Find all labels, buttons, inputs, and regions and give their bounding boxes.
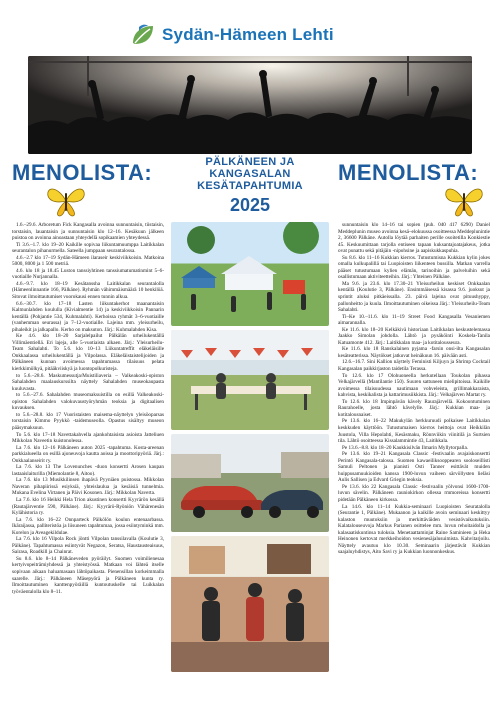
event-item: Pe 13.6. klo 19–21 Kangasala Classic -festivaalin avajaiskonsertti Perintö Kangasala-talossa. Suomen kawaeiliksooppearen sooloseillisti Samuli Peltonen ja pianisti Osti Tanner esittävät muiden huippusamuukioiden kanssa 1900-luvun vaiheen särvöllysten lieläsi Aulis Sallisen ja Edvard Griegin teoksia. [338,451,490,484]
event-item: sunnuntaisin klo 14–16 tai sopien (puh. 040 417 6290) Daniel Meddeplunin museo avoinna kesä–elokuussa osoitteessa Meddeplunintie 2, 36600 Pälkäne. Autolla löytää parhaiten perille osoitetilla Konkiestie 45. Keskuumittaan tarjolla entiseen tapaan kuksantajoatajakeus, jotka ovat punattu sekä pitäjäin -nipohsine ja aapiskukkaspuhia. [338,222,490,255]
events-title [185,156,315,216]
event-item: La 14.6. klo 11–14 Kukkia-seminaari Luopioisten Seuratalolla (Seurantie 1, Pälkäne). Mukaanon ja kaikille avoin seminaari keskittyy kalaston muutoksiin ja merkittäväiden vesistövaikutuksiin. Kalatalouseuvoja Markus Parianen osittelee mm. luvun rehoitaidolla ja kalasaatiskuntinsa tuloksia. Menetaattaminjat Raine Saminieen ja Heka Heinonen kertovat merkkeihoidon vesienesäjalusuimista. Kahvitarjoilu. Näyttely avautuu klo 10.30. Seminaarin järjestävät Kukkian saajaluyhdistys, Aito Savi ry ja Kukkian luonnonkeskus. [338,503,490,556]
events-title-line1: PÄLKÄNEEN JA [205,156,295,168]
event-item: Ke 11.6. klo 18 Ranskalainen pyjama -farsin onsi-ilta Kangasalan kesäteatterissa. Näytökset jatkuvat heinäkuun 16. päivään asti. [338,346,490,359]
event-item: La 7.6. klo 16 Heikki Hela Trion akustinen konsertti Kyyrärön kesällä (Rautajärventie 590, Pälkäne). Järj.: Kyyrärö-Ryöniön Vähärenesän Kylähistoria ry. [12,496,164,517]
hero-concert-photo [28,56,472,154]
event-item: Ke 4.6. klo 18–20 Sarjalelpailut Pälkälän urheilukentällä Villimäentiellä. Eri lajeja, alle 5-vuotiaista alkaen. Järj.: Yleisurheilu-Team Sahalahti. To 5.6. klo 10–13 Liikuntatreffit eläkeläisille Onkkaalassa urheilukentällä ja Vilpolassa. Eläkeläistaistelijoiden ja Pälkäneen kunnan avoimessa tapahtumassa tilaisuus pelata kierkkimölkyä, pitääkviiskyä ja luontopolkuristeja. [12,333,164,373]
vintage-cars-photo [171,434,329,532]
event-item: Su 8.6. klo 11–16 Kukkian kierros. Tutustumisna Kukkian kylin jokes omalla kulkupalillä tai Luopioisten liikenteen bussilla. Matkan varrella pääset tutustumaan kylien elämän, tarinoihin ja palveluihin sekä osallistumaan aktiviteetteihin. Järj.: Yhteinen Pälkäne. [338,254,490,281]
event-item: Pe 13.6. klo 22 Kangasala Classic -festivaalin yölvonsi 1600-1700-luvun sävelin. Pälkäneen rauniokirkon ollessa rmmoreissa konsertti pidetään Pälkäneen kirkossa. [338,483,490,503]
event-item: Pe 13.6.–8.8. klo 18–20 Kaukkisilvän Ilmarin Myllytorpalla. [342,444,469,451]
event-item: 1.6.–29.6. Arboretum Fick Kangasalla avoinna sunnuntaisin, tiistaisin, torstaisin, lauantaisin ja sunnuntaisin klo 12–16. Kesäkuun jälkeen puistoa on avoinna ainoastaan yhteydellä sopikaamien yhteydessä. [12,222,164,242]
event-list-left-column [12,222,164,706]
event-item: La 7.6. klo 13 Musikkilinsen ihapävä Pyyniäen puistossa. Mikkolan Naveran pihapiirissä esiyksiä, yhteislaulua ja kesäisiä tunnelmia. Mukana Evelina Virtanen ja Päivi Kosonen. Järj.: Mikkolan Naverta. [12,477,164,497]
event-item: Su 8.6. klo 8–14 Pälkäneveden pyöräilyt. Suomen voimilienesaa kertyivopeiträmiyhdessä ja yhteistyössä. Matkaan voi lähteä itselle sopivaan aikaan haluamasaan lähtöpaikasta. Pienensillan korkeimmalla saarelle. Järj.: Pälkäneen Mäsepyörä ja Pälkäneen kunta ry. Ilmoittautuminen kanttenpyöräillä kuntoutuskelle tai Luikkalan työväentalolla klo 8–11. [12,555,164,595]
event-item: 6.6.–30.7. klo 17–18 Lasten liikuntakerhot maanantaisin Kalmunlahden koululla (Kivialmentie 14) ja keskiviikkoisin Pannarin kentällä (Pohjantie 534, Kuhmalahti). Kerhoissa ryhmät 3–6-vuotiaille (vanhemman seurassa) ja 7–12-vuotiaille. Lajeina mm. yleisurheilu, pihaleikit ja jalkapallo. Kerho on maksuton. Järj.: Kuhmalahden Kisa. [12,300,164,333]
market-tents-photo [171,222,329,326]
butterfly-icon [44,184,88,218]
event-item: To 12.6. klo 18 Impinpävän kävely Raurajärvellä. Kokoontuminen Raurahoelle, josta lähtö kävelylle. Järj.: Kukkian maa- ja kotitalousnaiset. [338,398,490,418]
newspaper-title: Sydän-Hämeen Lehti [162,25,334,44]
event-item: To 5.6. klo 17–18 Navettakahvella ajankohtaisista asioista Jatteliuen Mikkolan Naveetin kuistonolessa. [12,431,164,445]
event-item: La 7.6. klo 16 Vilpola Rock jöntti Vilpolan tanssilavalla (Koulutie 3, Pälkäne). Tapahtumassa esiintyvät Negazon, Seratsa, Haustausteaisuus, Sairasa, Roadkill ja Chainrat. [12,536,164,556]
event-item: La 7.6. klo 16–22 Onnparteck Pälkölön koulun entenaarbassa. Ikäraijassa, palliteristöa ja liisuneen tapahtumaa, jossa esiintyminkä mm. Korelon ja Aveagekildulae. [12,516,164,536]
event-item: La 7.6. klo 13 The Lovenunches -duon konsertti Arosen kaupan lastaaislaiturilla (Miemolantie 8, Aitoo). [12,464,164,477]
event-item: 4.6.–2.7 klo 17–19 Sydän-Hämeen ilaraseir keskiviikkoisin. Matkoina 5000, 8000 ja 1 500 metriä. [12,254,164,268]
event-item: 12.6.–16.7. Sini Kallion näyttely Feministi Kiljuyn ja Shrimp Cocktail Kangasalan paikkirjaston taidetila Terassa. [338,359,490,373]
event-item: 4.6.–9.7. klo 18–19 Kesätanssha Laitikkalan seurantalolla (Hämeenlinnantie 166, Pälkäne). Ryhmän vähimmäismäärä 10 henkilöä. Sitovat ilmoittautumiset vuorokausi ennen tunnin alkua. [12,280,164,301]
event-item: 4.6. klo 18 ja 18.45 Luston tanssiyhtinen tanssiumatumatinmint 5–6-vuotiaille Nurjannalla. [12,267,164,281]
event-item: to 5.6.–27.6. Sahalahden museomaksuistilla on esillä Valkeakoski-opiston Sahalahden valokuvaustyöryhmän teoksia ja digitaalisen kuvauksen. [12,392,164,412]
event-item: Ma 9.6. ja 23.6. klo 17.30–21 Yleisurheilun keskiset Onkkaalan kentällä (Koulutie 3, Pälkäne). Ensimmäisessä kisassa 9.6. juoksut ja sprintit aluksi pitkäeissalla. 23. päivä lajeina ovat pituushyppy, pallonheitto ja kuula. Ilmoittautuminen oikeissa Järj.: Yleisurheilu-Team Sahalahti. [338,280,490,314]
events-year: 2025 [229,195,271,215]
event-item: To 12.6. klo 17 Olohuoneella herkutellaan Toukolan pihassa Velkajärvellä (Mantilantie 150). Suuren sattuneen mielipitoissa. Kaikille avoimessa tilaisuudessa nautimaan vohveleista, grillimakkaraista, kahvista, keskikalista ja kattarimusiikkista. Järj.: Velkajärven Martat ry. [338,372,490,399]
event-list-right-column [338,222,490,706]
events-title-line2: KANGASALAN [209,168,291,180]
event-item: Ti–Ke 10.–11.6. klo 11–19 Street Food Kangasalla Vesaniemen aimarannalla. [338,313,490,327]
newspaper-logo[interactable] [130,22,390,48]
leaf-logo-icon [130,23,156,47]
event-item: Ti 3.6.–1.7. klo 19–20 Kaikille sopivaa liikuntamuumppa Laitikkalan seurantalon pihanurmella. Sateella jumppaan seurantalossa. [12,241,164,255]
picnic-photo [171,330,329,430]
butterfly-icon [442,184,486,218]
event-item: to 5.6.–28.8. klo 17 Vuoristaisten maisema-näyttelyn yleisöoparsas torstaisin Kimmo Pyykkö -taidemuseolla. Opastus sisältyy museon pääsymaksuun. [12,411,164,431]
event-item: La 7.6. klo 12–16 Pälkäneen auton 2025 -tapahtuma. Kosta-areenan parkkialueella on esillä ajoneuvoja kautta aoissa ja moottoripyöriä. Järj.: Onkkaalanseirit ry. [12,444,164,464]
concert-photo [171,536,329,672]
menolista-heading-right: MENOLISTA: [338,160,479,185]
event-item: to 5.6.–28.6. Maskumessutja/Muistiliaveria – Valkeakoski-opiston Sahalahden maalauskurssilta näyttely Sahalahden museokaupasta kuuluvasta. [12,372,164,392]
events-title-line3: KESÄTAPAHTUMIA [197,180,303,192]
event-item: Pe 13.6. klo 16–22 Makukylän herkkuruudi polkaisee Laitikkalan keskkuden käyttöön. Tutustumaisen kierros heittoja ovat Heikkilän Juustola, Villa Hepolahti, Kesäsmaku, Rönnviikin viinitilä ja Surtsien tila. Lähtö osoitteessa Kissalammintie 43, Laitikkala. [338,418,490,445]
menolista-heading-left: MENOLISTA: [12,160,153,185]
photo-column [171,222,329,672]
event-item: Ke 11.6. klo 18–20 Kelkäkivä historiaan Laitikkalan keskustelemassa Jaakko Simolan johdolla. Lähtö ja pysäköinti Koskela-Tanila Katuamonte 412. Järj.: Laitikkalan maa- ja kotitalousseura. [338,326,490,346]
